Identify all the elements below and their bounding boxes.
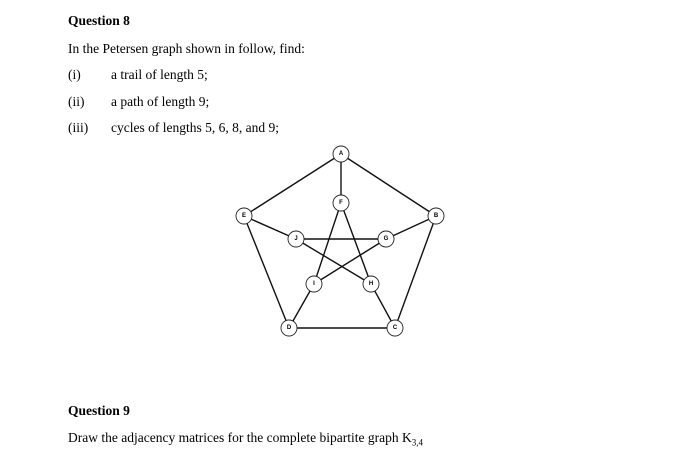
question-9-text bbox=[68, 430, 423, 448]
vertex-label: G bbox=[383, 236, 389, 242]
question-8-intro: In the Petersen graph shown in follow, find: bbox=[68, 41, 305, 56]
item-number: (i) bbox=[68, 67, 81, 82]
edge-h-j bbox=[296, 239, 371, 284]
question-9-title: Question 9 bbox=[68, 403, 130, 418]
question-9-subscript: 3,4 bbox=[411, 437, 423, 448]
vertex-b bbox=[428, 208, 444, 224]
vertex-f bbox=[333, 195, 349, 211]
edge-a-b bbox=[341, 154, 436, 216]
vertex-g bbox=[378, 231, 394, 247]
item-number: (ii) bbox=[68, 94, 85, 109]
vertex-h bbox=[363, 276, 379, 292]
vertex-e bbox=[236, 208, 252, 224]
vertex-label: H bbox=[368, 281, 374, 287]
question-8-title: Question 8 bbox=[68, 13, 130, 28]
question-9-text-main: Draw the adjacency matrices for the complete bipartite graph K bbox=[68, 430, 412, 445]
vertex-label: B bbox=[433, 213, 439, 219]
edge-i-f bbox=[314, 203, 341, 284]
vertex-i bbox=[306, 276, 322, 292]
vertex-label: A bbox=[338, 151, 344, 157]
vertex-label: C bbox=[392, 325, 398, 331]
item-text: cycles of lengths 5, 6, 8, and 9; bbox=[111, 120, 279, 135]
edge-e-a bbox=[244, 154, 341, 216]
vertex-label: F bbox=[339, 200, 343, 206]
vertex-a bbox=[333, 146, 349, 162]
item-text: a trail of length 5; bbox=[111, 67, 208, 82]
vertex-label: D bbox=[286, 325, 292, 331]
item-text: a path of length 9; bbox=[111, 94, 210, 109]
vertex-c bbox=[387, 320, 403, 336]
edge-f-h bbox=[341, 203, 371, 284]
vertex-j bbox=[288, 231, 304, 247]
vertex-label: E bbox=[241, 213, 247, 219]
vertex-label: J bbox=[294, 236, 298, 242]
item-number: (iii) bbox=[68, 120, 89, 135]
vertex-label: I bbox=[313, 281, 315, 287]
vertex-d bbox=[281, 320, 297, 336]
